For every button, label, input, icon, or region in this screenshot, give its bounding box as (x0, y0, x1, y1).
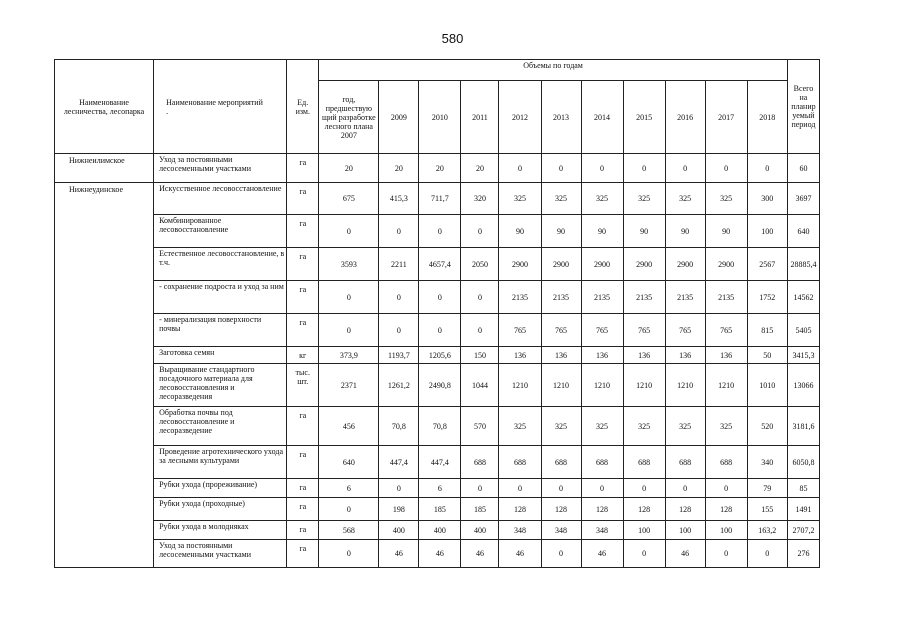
value-cell: 198 (379, 498, 419, 521)
value-cell: 0 (705, 154, 747, 183)
value-cell: 136 (581, 347, 623, 364)
value-cell: 2135 (581, 281, 623, 314)
value-cell: 2135 (623, 281, 665, 314)
value-cell: 688 (541, 446, 581, 479)
measure-cell: Комбинированное лесовосстановление (154, 215, 287, 248)
measure-cell: Проведение агротехнического ухода за лесными культурами (154, 446, 287, 479)
value-cell: 0 (419, 314, 461, 347)
value-cell: 0 (541, 154, 581, 183)
value-cell: 136 (541, 347, 581, 364)
value-cell: 150 (461, 347, 499, 364)
value-cell: 0 (379, 479, 419, 498)
value-cell: 0 (419, 215, 461, 248)
value-cell: 1210 (705, 364, 747, 407)
value-cell: 640 (319, 446, 379, 479)
value-cell: 2900 (623, 248, 665, 281)
value-cell: 185 (461, 498, 499, 521)
unit-cell: га (287, 183, 319, 215)
value-cell: 400 (461, 521, 499, 540)
value-cell: 0 (581, 479, 623, 498)
value-cell: 400 (419, 521, 461, 540)
value-cell: 688 (665, 446, 705, 479)
unit-cell: га (287, 281, 319, 314)
measure-cell: Рубки ухода (прореживание) (154, 479, 287, 498)
forest-measures-table (54, 59, 820, 568)
value-cell: 90 (499, 215, 541, 248)
value-cell: 325 (581, 183, 623, 215)
value-cell: 1205,6 (419, 347, 461, 364)
unit-cell: га (287, 521, 319, 540)
header-year: 2010 (419, 81, 461, 154)
value-cell: 0 (623, 154, 665, 183)
value-cell: 765 (541, 314, 581, 347)
value-cell: 0 (461, 215, 499, 248)
value-cell: 6 (319, 479, 379, 498)
value-cell: 711,7 (419, 183, 461, 215)
value-cell: 128 (541, 498, 581, 521)
value-cell: 79 (747, 479, 787, 498)
value-cell: 0 (705, 479, 747, 498)
header-measure-dot: . (166, 106, 169, 116)
value-cell: 325 (623, 183, 665, 215)
measure-cell: Естественное лесовосстановление, в т.ч. (154, 248, 287, 281)
value-cell: 128 (581, 498, 623, 521)
value-cell: 0 (541, 540, 581, 568)
value-cell: 46 (461, 540, 499, 568)
measure-cell: Заготовка семян (154, 347, 287, 364)
value-cell: 100 (747, 215, 787, 248)
value-cell: 675 (319, 183, 379, 215)
value-cell: 3697 (787, 183, 819, 215)
unit-cell: кг (287, 347, 319, 364)
value-cell: 70,8 (419, 407, 461, 446)
value-cell: 0 (665, 154, 705, 183)
header-year: 2009 (379, 81, 419, 154)
value-cell: 128 (499, 498, 541, 521)
value-cell: 0 (581, 154, 623, 183)
value-cell: 1044 (461, 364, 499, 407)
value-cell: 163,2 (747, 521, 787, 540)
value-cell: 568 (319, 521, 379, 540)
value-cell: 1210 (499, 364, 541, 407)
value-cell: 0 (319, 215, 379, 248)
value-cell: 0 (499, 154, 541, 183)
header-year: 2018 (747, 81, 787, 154)
value-cell: 325 (581, 407, 623, 446)
table-row (55, 521, 820, 540)
value-cell: 90 (541, 215, 581, 248)
value-cell: 185 (419, 498, 461, 521)
header-measure-label: Наименование мероприятий (166, 97, 263, 107)
value-cell: 85 (787, 479, 819, 498)
value-cell: 20 (461, 154, 499, 183)
table-row (55, 479, 820, 498)
value-cell: 0 (747, 540, 787, 568)
header-year: 2017 (705, 81, 747, 154)
unit-cell: га (287, 446, 319, 479)
table-row (55, 248, 820, 281)
header-measure (154, 60, 287, 154)
value-cell: 688 (499, 446, 541, 479)
forestry-cell: Нижнеудинское (55, 183, 154, 568)
measure-cell: - сохранение подроста и уход за ним (154, 281, 287, 314)
value-cell: 325 (705, 183, 747, 215)
value-cell: 300 (747, 183, 787, 215)
value-cell: 2050 (461, 248, 499, 281)
table-row (55, 215, 820, 248)
unit-cell: га (287, 215, 319, 248)
value-cell: 2490,8 (419, 364, 461, 407)
unit-cell: га (287, 314, 319, 347)
value-cell: 60 (787, 154, 819, 183)
value-cell: 765 (705, 314, 747, 347)
value-cell: 1752 (747, 281, 787, 314)
value-cell: 20 (319, 154, 379, 183)
value-cell: 128 (665, 498, 705, 521)
value-cell: 373,9 (319, 347, 379, 364)
value-cell: 128 (705, 498, 747, 521)
value-cell: 2135 (705, 281, 747, 314)
header-year: 2012 (499, 81, 541, 154)
table-row (55, 154, 820, 183)
measure-cell: Уход за постоянными лесосеменными участками (154, 540, 287, 568)
value-cell: 20 (419, 154, 461, 183)
value-cell: 6050,8 (787, 446, 819, 479)
value-cell: 5405 (787, 314, 819, 347)
value-cell: 6 (419, 479, 461, 498)
header-unit: Ед. изм. (287, 60, 319, 154)
value-cell: 2135 (665, 281, 705, 314)
unit-cell: га (287, 248, 319, 281)
value-cell: 28885,4 (787, 248, 819, 281)
measure-cell: - минерализация поверхности почвы (154, 314, 287, 347)
value-cell: 136 (705, 347, 747, 364)
value-cell: 50 (747, 347, 787, 364)
value-cell: 46 (379, 540, 419, 568)
measure-cell: Обработка почвы под лесовосстановление и лесоразведение (154, 407, 287, 446)
value-cell: 1210 (623, 364, 665, 407)
value-cell: 0 (747, 154, 787, 183)
header-year: 2011 (461, 81, 499, 154)
value-cell: 0 (319, 540, 379, 568)
value-cell: 90 (581, 215, 623, 248)
value-cell: 765 (623, 314, 665, 347)
value-cell: 20 (379, 154, 419, 183)
value-cell: 90 (623, 215, 665, 248)
value-cell: 815 (747, 314, 787, 347)
value-cell: 348 (581, 521, 623, 540)
value-cell: 400 (379, 521, 419, 540)
value-cell: 0 (665, 479, 705, 498)
value-cell: 325 (665, 407, 705, 446)
value-cell: 1010 (747, 364, 787, 407)
value-cell: 0 (379, 314, 419, 347)
value-cell: 0 (319, 314, 379, 347)
value-cell: 688 (581, 446, 623, 479)
value-cell: 0 (499, 479, 541, 498)
value-cell: 1261,2 (379, 364, 419, 407)
value-cell: 1193,7 (379, 347, 419, 364)
value-cell: 2371 (319, 364, 379, 407)
unit-cell: га (287, 479, 319, 498)
value-cell: 688 (461, 446, 499, 479)
table-row (55, 446, 820, 479)
value-cell: 14562 (787, 281, 819, 314)
value-cell: 348 (499, 521, 541, 540)
value-cell: 2211 (379, 248, 419, 281)
measure-cell: Уход за постоянными лесосеменными участками (154, 154, 287, 183)
value-cell: 456 (319, 407, 379, 446)
measure-cell: Выращивание стандартного посадочного материала для лесовосстановления и лесоразведения (154, 364, 287, 407)
header-year: 2014 (581, 81, 623, 154)
value-cell: 0 (541, 479, 581, 498)
value-cell: 0 (419, 281, 461, 314)
value-cell: 0 (379, 281, 419, 314)
value-cell: 348 (541, 521, 581, 540)
table-row (55, 498, 820, 521)
value-cell: 2900 (665, 248, 705, 281)
page-number: 580 (441, 31, 464, 46)
value-cell: 3593 (319, 248, 379, 281)
value-cell: 276 (787, 540, 819, 568)
measure-cell: Искусственное лесовосстановление (154, 183, 287, 215)
value-cell: 1210 (581, 364, 623, 407)
header-volumes: Объемы по годам (319, 60, 788, 81)
value-cell: 90 (665, 215, 705, 248)
value-cell: 415,3 (379, 183, 419, 215)
value-cell: 128 (623, 498, 665, 521)
table-body (55, 154, 820, 568)
value-cell: 640 (787, 215, 819, 248)
value-cell: 46 (419, 540, 461, 568)
table-row (55, 540, 820, 568)
forestry-cell: Нижнеилимское (55, 154, 154, 183)
table-row (55, 314, 820, 347)
value-cell: 765 (665, 314, 705, 347)
value-cell: 2900 (541, 248, 581, 281)
value-cell: 447,4 (379, 446, 419, 479)
value-cell: 325 (499, 183, 541, 215)
value-cell: 0 (461, 314, 499, 347)
unit-cell: га (287, 154, 319, 183)
value-cell: 136 (623, 347, 665, 364)
value-cell: 2900 (705, 248, 747, 281)
value-cell: 46 (581, 540, 623, 568)
value-cell: 100 (623, 521, 665, 540)
unit-cell: га (287, 540, 319, 568)
table-row (55, 364, 820, 407)
value-cell: 2900 (499, 248, 541, 281)
value-cell: 3181,6 (787, 407, 819, 446)
value-cell: 3415,3 (787, 347, 819, 364)
value-cell: 340 (747, 446, 787, 479)
value-cell: 325 (623, 407, 665, 446)
value-cell: 765 (499, 314, 541, 347)
measure-cell: Рубки ухода в молодняках (154, 521, 287, 540)
header-forestry: Наименование лесничества, лесопарка (55, 60, 154, 154)
value-cell: 90 (705, 215, 747, 248)
unit-cell: га (287, 407, 319, 446)
value-cell: 46 (665, 540, 705, 568)
value-cell: 2707,2 (787, 521, 819, 540)
value-cell: 325 (665, 183, 705, 215)
value-cell: 1491 (787, 498, 819, 521)
value-cell: 136 (665, 347, 705, 364)
value-cell: 13066 (787, 364, 819, 407)
value-cell: 570 (461, 407, 499, 446)
value-cell: 100 (705, 521, 747, 540)
value-cell: 0 (623, 540, 665, 568)
table-row (55, 347, 820, 364)
value-cell: 765 (581, 314, 623, 347)
value-cell: 325 (499, 407, 541, 446)
value-cell: 320 (461, 183, 499, 215)
value-cell: 447,4 (419, 446, 461, 479)
value-cell: 0 (461, 281, 499, 314)
table-row (55, 183, 820, 215)
value-cell: 46 (499, 540, 541, 568)
header-total: Всего на планир уемый период (787, 60, 819, 154)
value-cell: 136 (499, 347, 541, 364)
value-cell: 100 (665, 521, 705, 540)
header-year: 2013 (541, 81, 581, 154)
header-year: 2016 (665, 81, 705, 154)
value-cell: 1210 (665, 364, 705, 407)
header-year-prev: год, предшествую щий разработке лесного плана 2007 (319, 81, 379, 154)
value-cell: 0 (319, 498, 379, 521)
value-cell: 0 (623, 479, 665, 498)
header-year: 2015 (623, 81, 665, 154)
value-cell: 325 (541, 183, 581, 215)
table-row (55, 407, 820, 446)
value-cell: 0 (705, 540, 747, 568)
measure-cell: Рубки ухода (проходные) (154, 498, 287, 521)
value-cell: 70,8 (379, 407, 419, 446)
value-cell: 2135 (541, 281, 581, 314)
value-cell: 0 (379, 215, 419, 248)
value-cell: 325 (541, 407, 581, 446)
value-cell: 2900 (581, 248, 623, 281)
value-cell: 2135 (499, 281, 541, 314)
unit-cell: тыс. шт. (287, 364, 319, 407)
value-cell: 0 (461, 479, 499, 498)
value-cell: 0 (319, 281, 379, 314)
value-cell: 520 (747, 407, 787, 446)
value-cell: 688 (705, 446, 747, 479)
value-cell: 325 (705, 407, 747, 446)
value-cell: 688 (623, 446, 665, 479)
value-cell: 4657,4 (419, 248, 461, 281)
value-cell: 2567 (747, 248, 787, 281)
value-cell: 155 (747, 498, 787, 521)
unit-cell: га (287, 498, 319, 521)
table-row (55, 281, 820, 314)
value-cell: 1210 (541, 364, 581, 407)
